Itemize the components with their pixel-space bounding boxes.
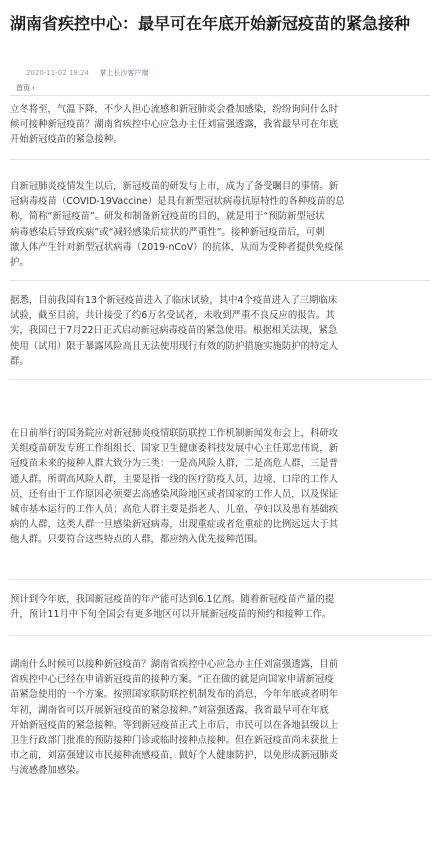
paragraph-4 — [10, 426, 430, 548]
paragraph-line: 病毒感染后导致疾病”或“减轻感染后症状的严重性”。接种新冠疫苗后，可刺 — [10, 226, 325, 238]
article-meta — [26, 68, 426, 78]
paragraph-line: 通人群。所谓高风险人群，主要是指一线的医疗防疫人员，边境、口岸的工作人 — [10, 473, 339, 485]
paragraph-line: 候可接种新冠疫苗？湖南省疾控中心应急办主任刘富强透露，我省最早可在年底 — [10, 119, 339, 131]
paragraph-line: 苗紧急使用的一个方案。按照国家联防联控机制发布的消息，今年年底或者明年 — [10, 689, 339, 701]
paragraph-line: 城市基本运行的工作人员；高危人群主要是指老人、儿童、孕妇以及患有基础疾 — [10, 504, 339, 516]
paragraph-line: 冠疫苗未来的接种人群大致分为三类：一是高风险人群，二是高危人群，三是普 — [10, 458, 339, 470]
paragraph-line: 开始新冠疫苗的紧急接种。 — [10, 134, 123, 146]
paragraph-line: 与流感叠加感染。 — [10, 765, 86, 777]
paragraph-line: 湖南什么时候可以接种新冠疫苗？湖南省疾控中心应急办主任刘富强透露，目前 — [10, 659, 339, 670]
divider — [10, 379, 430, 380]
divider — [10, 159, 430, 160]
paragraph-line: 立冬将至，气温下降，不少人担心流感和新冠肺炎会叠加感染，纷纷询问什么时 — [10, 104, 339, 115]
paragraph-line: 据悉，目前我国有13个新冠疫苗进入了临床试验，其中4个疫苗进入了三期临床 — [10, 295, 338, 306]
paragraph-6 — [10, 657, 430, 779]
paragraph-1 — [10, 102, 430, 148]
chevron-right-icon: › — [32, 84, 35, 92]
paragraph-line: 病的人群，这类人群一旦感染新冠病毒，出现重症或者危重症的比例远远大于其 — [10, 519, 339, 531]
home-link[interactable] — [16, 83, 35, 93]
paragraph-line: 市之前，刘富强建议市民接种流感疫苗，做好个人健康防护，以免形成新冠肺炎 — [10, 750, 339, 762]
divider — [10, 280, 430, 281]
paragraph-3 — [10, 293, 430, 369]
home-link-label: 首页 — [16, 84, 30, 92]
paragraph-line: 群。 — [10, 355, 29, 367]
divider — [10, 635, 430, 636]
paragraph-line: 升，预计11月中下旬全国会有更多地区可以开展新冠疫苗的预约和接种工作。 — [10, 609, 332, 621]
paragraph-line: 使用（试用）限于暴露风险高且无法使用现行有效的防护措施实施防护的特定人 — [10, 340, 339, 352]
paragraph-line: 预计到今年底，我国新冠疫苗的年产能可达到6.1亿剂。随着新冠疫苗产量的提 — [10, 594, 335, 605]
divider — [10, 579, 430, 580]
paragraph-5 — [10, 592, 430, 622]
paragraph-line: 冠病毒疫苗（COVID-19Vaccine）是具有新型冠状病毒抗原特性的各种疫苗的总 — [10, 196, 345, 208]
source-link[interactable]: 掌上长沙客户端 — [99, 69, 149, 77]
paragraph-line: 开始新冠疫苗的紧急接种。等到新冠疫苗正式上市后，市民可以在各地县级以上 — [10, 719, 339, 731]
paragraph-line: 自新冠肺炎疫情发生以后，新冠疫苗的研发与上市，成为了备受瞩目的事情。新 — [10, 181, 339, 192]
paragraph-line: 员，还有由于工作原因必须要去高感染风险地区或者国家的工作人员，以及保证 — [10, 488, 339, 500]
paragraph-line: 省疾控中心已经在申请新冠疫苗的接种方案。“正在做的就是向国家申请新冠疫 — [10, 674, 334, 686]
paragraph-line: 激人体产生针对新型冠状病毒（2019-nCoV）的抗体，从而为受种者提供免疫保 — [10, 241, 344, 253]
paragraph-line: 他人群。只要符合这些特点的人群，都应纳入优先接种范围。 — [10, 534, 264, 546]
paragraph-line: 卫生行政部门批准的预防接种门诊或临时接种点接种。但在新冠疫苗尚未获批上 — [10, 735, 339, 747]
divider — [10, 95, 430, 96]
paragraph-line: 年初，湖南省可以开展新冠疫苗的紧急接种。”刘富强透露，我省最早可在年底 — [10, 704, 329, 716]
paragraph-2 — [10, 179, 430, 270]
paragraph-line: 实，我国已于7月22日正式启动新冠病毒疫苗的紧急使用。根据相关法规，紧急 — [10, 325, 338, 337]
article-title: 湖南省疾控中心：最早可在年底开始新冠疫苗的紧急接种 — [10, 14, 411, 33]
paragraph-line: 在日前举行的国务院应对新冠肺炎疫情联防联控工作机制新闻发布会上，科研攻 — [10, 428, 339, 439]
paragraph-line: 试验，截至目前，共计接受了约6万名受试者，未收到严重不良反应的报告。其 — [10, 310, 335, 322]
paragraph-line: 护。 — [10, 257, 29, 269]
paragraph-line: 称，简称“新冠疫苗”。研发和制备新冠疫苗的目的，就是用于“预防新型冠状 — [10, 211, 325, 223]
paragraph-line: 关组疫苗研发专班工作组组长、国家卫生健康委科技发展中心主任郑忠伟说，新 — [10, 443, 339, 455]
publish-date: 2020-11-02 19:24 — [26, 69, 90, 77]
